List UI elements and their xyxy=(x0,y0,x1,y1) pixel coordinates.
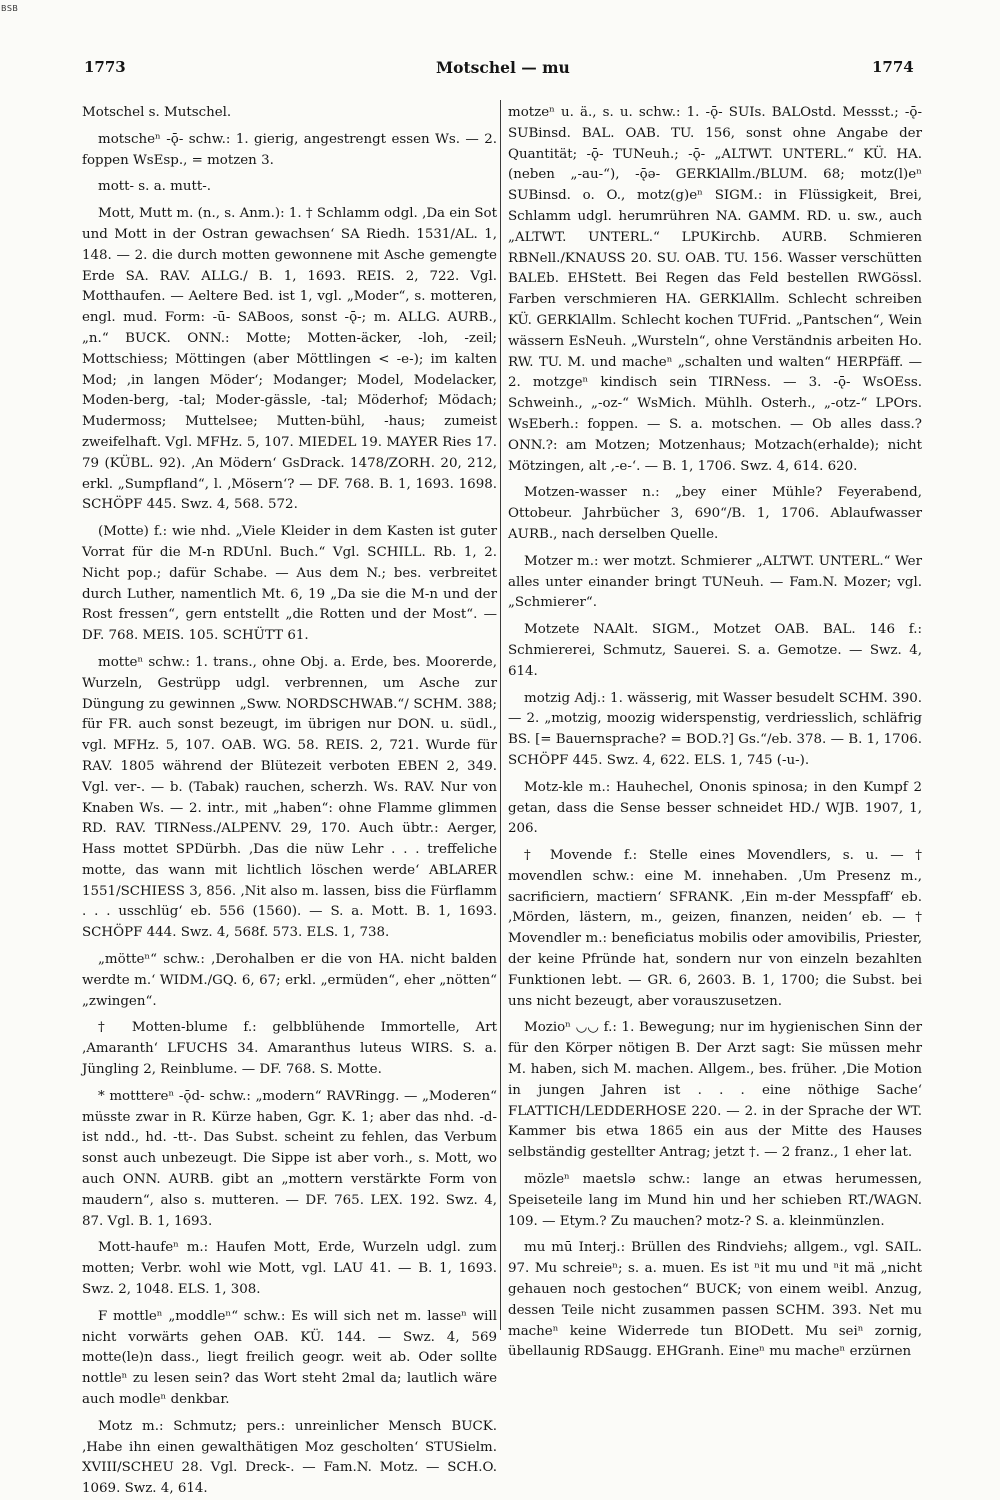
right-column xyxy=(508,103,922,1358)
entry-mozion: Mozioⁿ ◡◡ f.: 1. Bewegung; nur im hygienischen Sinn der für den Körper nötigen B. Der Arzt sagt: Sie müssen mehr M. haben, sich M. machen. Allgem., bes. früher. ‚Die Motion in jungen Jahren ist . . . eine nöthige Sache‘ FLATTICH/LEDDERHOSE 220. — 2. in der Sprache der WT. Kammer bis etwa 1865 ein aus der Mitte des Hauses selbständig gestellter Antrag; jetzt †. — 2 franz., 1 eher lat. xyxy=(508,1020,922,1161)
entry-mu: mu mū Interj.: Brüllen des Rindviehs; allgem., vgl. SAIL. 97. Mu schreieⁿ; s. a. muen. Es ist ⁿit mu und ⁿit mä „nicht gehauen noch gestochen“ BUCK; von einem weibl. Anzug, dessen Teile nicht zusammen passen SCHM. 393. Net mu macheⁿ keine Widerrede tun BIODett. Mu seiⁿ zornig, übellaunig RDSaugg. EHGranh. Eineⁿ mu macheⁿ erzürnen xyxy=(508,1240,922,1360)
left-column xyxy=(82,103,497,1497)
entry-motzer: Motzer m.: wer motzt. Schmierer „ALTWT. UNTERL.“ Wer alles unter einander bringt TUNeuh. — Fam.N. Mozer; vgl. „Schmierer“. xyxy=(508,553,922,611)
entry-mott-haufen: Mott-haufeⁿ m.: Haufen Mott, Erde, Wurzeln udgl. zum motten; Verbr. wohl wie Mott, vgl. LAU 41. — B. 1, 1693. Swz. 2, 1048. ELS. 1, 308. xyxy=(82,1240,497,1298)
entry-motzen-wasser: Motzen-wasser n.: „bey einer Mühle? Feyerabend, Ottobeur. Jahrbücher 3, 690“/B. 1, 1706. Ablaufwasser AURB., nach derselben Quelle. xyxy=(508,485,922,542)
entry-motschen: motscheⁿ -ǭ- schw.: 1. gierig, angestrengt essen Ws. — 2. foppen WsEsp., = motzen 3. xyxy=(82,131,497,168)
column-divider xyxy=(500,100,501,1330)
entry-motz: Motz m.: Schmutz; pers.: unreinlicher Mensch BUCK. ‚Habe ihn einen gewalthätigen Moz gescholten‘ STUSielm. XVIII/SCHEU 28. Vgl. Dreck-. — Fam.N. Motz. — SCH.O. 1069. Swz. 4, 614. xyxy=(82,1418,497,1497)
entry-motzen: motzeⁿ u. ä., s. u. schw.: 1. -ǭ- SUIs. BALOstd. Messst.; -ǭ- SUBinsd. BAL. OAB. TU. 156, sonst ohne Angabe der Quantität; -ǭ- TUNeuh.; -ǭ- „ALTWT. UNTERL.“ KÜ. HA. (neben „-au-“), -ǭə- GERKlAllm./BLUM. 68; motz(l)eⁿ SUBinsd. o. O., motz(g)eⁿ SIGM.: in Flüssigkeit, Brei, Schlamm udgl. herumrühren NA. GAMM. RD. u. sw., auch „ALTWT. UNTERL.“ LPUKirchb. AURB. Schmieren RBNell./KNAUSS 20. SU. OAB. TU. 156. Wasser verschütten BALEb. EHStett. Bei Regen das Feld bestellen RWGössl. Farben verschmieren HA. GERKlAllm. Schlecht schreiben KÜ. GERKlAllm. Schlecht kochen TUFrid. „Pantschen“, Wein wässern EsNeuh. „Wursteln“, ohne Verständnis arbeiten Ho. RW. TU. M. und macheⁿ „schalten und walten“ HERPfäff. — 2. motzgeⁿ kindisch sein TIRNess. — 3. -ǭ- WsOEss. Schweinh., „-oz-“ WsMich. Mühlh. Osterh., „-otz-“ LPOrs. WsEberh.: foppen. — S. a. motschen. — Ob alles dass.? ONN.?: am Motzen; Motzenhaus; Motzach(erhalde); nicht Mötzingen, alt ‚-e-‘. — B. 1, 1706. Swz. 4, 614. 620. xyxy=(508,105,922,474)
entry-motten-umlaut: „mötteⁿ“ schw.: ‚Derohalben er die von HA. nicht balden werdte m.‘ WIDM./GQ. 6, 67; erkl. „ermüden“, eher „nötten“ „zwingen“. xyxy=(82,952,497,1009)
right-page-number: 1774 xyxy=(872,58,914,76)
entry-motteren: * motttereⁿ -ǭd- schw.: „modern“ RAVRingg. — „Moderen“ müsste zwar in R. Kürze haben, Ggr. K. 1; aber das nhd. -d- ist ndd., hd. -tt-. Das Subst. scheint zu fehlen, das Verbum sonst auch unbezeugt. Die Sippe ist aber vorh., s. Mott, wo auch ONN. AURB. gibt an „mottern verstärkte Form von maudern“, also s. mutteren. — DF. 765. LEX. 192. Swz. 4, 87. Vgl. B. 1, 1693. xyxy=(82,1088,497,1229)
running-title: Motschel — mu xyxy=(436,58,570,77)
entry-motz-kle: Motz-kle m.: Hauhechel, Ononis spinosa; in den Kumpf 2 getan, dass die Sense besser schneidet HD./ WJB. 1907, 1, 206. xyxy=(508,779,922,837)
entry-motzig: motzig Adj.: 1. wässerig, mit Wasser besudelt SCHM. 390. — 2. „motzig, moozig widerspenstig, verdriesslich, schläfrig BS. [= Bauernsprache? = BOD.?] Gs.“/eb. 378. — B. 1, 1706. SCHÖPF 445. Swz. 4, 622. ELS. 1, 745 (-u-). xyxy=(508,690,922,768)
entry-moezlen: mözleⁿ maetslə schw.: lange an etwas herumessen, Speiseteile lang im Mund hin und her schieben RT./WAGN. 109. — Etym.? Zu mauchen? motz-? S. a. kleinmünzlen. xyxy=(508,1172,922,1229)
entry-motzete: Motzete NAAlt. SIGM., Motzet OAB. BAL. 146 f.: Schmiererei, Schmutz, Sauerei. S. a. Gemotze. — Swz. 4, 614. xyxy=(508,622,922,679)
entry-mottlen: F mottleⁿ „moddleⁿ“ schw.: Es will sich net m. lasseⁿ will nicht vorwärts gehen OAB. KÜ. 144. — Swz. 4, 569 motte(le)n dass., liegt freilich geogr. weit ab. Oder sollte nottleⁿ zu lesen sein? das Wort steht 2mal da; lautlich wäre auch modleⁿ denkbar. xyxy=(82,1308,497,1408)
entry-motten-blume: † Motten-blume f.: gelbblühende Immortelle, Art ‚Amaranth‘ LFUCHS 34. Amaranthus luteus WIRS. S. a. Jüngling 2, Reinblume. — DF. 768. S. Motte. xyxy=(82,1020,497,1078)
entry-movende: † Movende f.: Stelle eines Movendlers, s. u. — † movendlen schw.: eine M. innehaben. ‚Um Presenz m., sacrificiern, mactiern‘ SFRANK. ‚Ein m-der Messpfaff‘ eb. ‚Mörden, lästern, m., geizen, finanzen, neiden‘ eb. — † Movendler m.: beneficiatus mobilis oder amovibilis, Priester, der keine Pfründe hat, sondern nur von einzeln bezahlten Funktionen lebt. — GR. 6, 2603. B. 1, 1700; die Subst. bei uns nicht bezeugt, aber vorauszusetzen. xyxy=(508,848,922,1009)
library-stamp: BSB xyxy=(1,4,19,13)
entry-motte: (Motte) f.: wie nhd. „Viele Kleider in dem Kasten ist guter Vorrat für die M-n RDUnl. Buch.“ Vgl. SCHILL. Rb. 1, 2. Nicht pop.; dafür Schabe. — Aus dem N.; bes. verbreitet durch Luther, namentlich Mt. 6, 19 „Da sie die M-n und der Rost fressen“, gern entstellt „die Rotten und der Most“. — DF. 768. MEIS. 105. SCHÜTT 61. xyxy=(82,524,497,644)
entry-mott-ref: mott- s. a. mutt-. xyxy=(98,179,212,195)
entry-motten: motteⁿ schw.: 1. trans., ohne Obj. a. Erde, bes. Moorerde, Wurzeln, Gestrüpp udgl. verbrennen, um Asche zur Düngung zu gewinnen „Sww. NORDSCHWAB.“/ SCHM. 388; für FR. auch sonst bezeugt, im übrigen nur DON. u. südl., vgl. MFHz. 5, 107. OAB. WG. 58. REIS. 2, 721. Wurde für RAV. 1805 während der Blütezeit verboten EBEN 2, 349. Vgl. ver-. — b. (Tabak) rauchen, scherzh. Ws. RAV. Nur von Knaben Ws. — 2. intr., mit „haben“: ohne Flamme glimmen RD. RAV. TIRNess./ALPENV. 29, 170. Auch übtr.: Aerger, Hass mottet SPDürbh. ‚Das die nüw Lehr . . . treffeliche motte, das wann mit lichtlich löschen werde‘ ABLARER 1551/SCHIESS 3, 856. ‚Nit also m. lassen, biss die Fürflamm . . . usschlüg‘ eb. 556 (1560). — S. a. Mott. B. 1, 1693. SCHÖPF 444. Swz. 4, 568f. 573. ELS. 1, 738. xyxy=(82,654,497,941)
entry-motschel: Motschel s. Mutschel. xyxy=(82,105,232,120)
entry-mott: Mott, Mutt m. (n., s. Anm.): 1. † Schlamm odgl. ‚Da ein Sot und Mott in der Ostran gewachsen‘ SA Riedh. 1531/AL. 1, 148. — 2. die durch motten gewonnene mit Asche gemengte Erde SA. RAV. ALLG./ B. 1, 1693. REIS. 2, 722. Vgl. Motthaufen. — Aeltere Bed. ist 1, vgl. „Moder“, s. motteren, engl. mud. Form: -ū- SABoos, sonst -ǭ-; m. ALLG. AURB., „n.“ BUCK. ONN.: Motte; Motten-äcker, -loh, -zeil; Mottschiess; Möttingen (aber Möttlingen < -e-); im kalten Mod; ‚in langen Möder‘; Modanger; Model, Modelacker, Moden-berg, -tal; Moder-gässle, -tal; Möderhof; Mödach; Mudermoss; Muttelsee; Mutten-bühl, -haus; zumeist zweifelhaft. Vgl. MFHz. 5, 107. MIEDEL 19. MAYER Ries 17. 79 (KÜBL. 92). ‚An Mödern‘ GsDrack. 1478/ZORH. 20, 212, erkl. „Sumpfland“, l. ‚Mösern‘? — DF. 768. B. 1, 1693. 1698. SCHÖPF 445. Swz. 4, 568. 572. xyxy=(82,206,497,513)
left-page-number: 1773 xyxy=(84,58,126,76)
